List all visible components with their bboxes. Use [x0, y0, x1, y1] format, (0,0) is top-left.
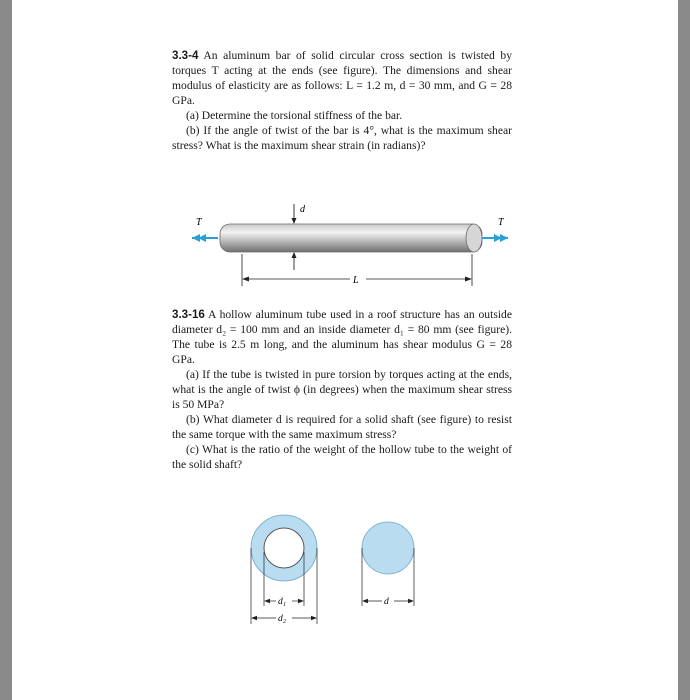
problem-3-3-16-intro — [172, 307, 512, 367]
part-b: (b) If the angle of twist of the bar is 4°, what is the maximum shear stress? What is the maximum shear strain (in radians)? — [172, 124, 512, 152]
part-a: (a) If the tube is twisted in pure torsion by torques acting at the ends, what is the angle of twist ϕ (in degrees) when the maximum shear stress is 50 MPa? — [172, 368, 512, 411]
bar-end-face — [466, 224, 482, 252]
problem-3-3-4-intro — [172, 48, 512, 108]
diameter-label: d — [300, 204, 305, 215]
inner-diameter-label: d₁ — [278, 597, 287, 607]
torque-label-left: T — [196, 217, 202, 228]
solid-shaft-section — [362, 522, 414, 574]
problem-number: 3.3-16 — [172, 308, 205, 321]
torque-label-right: T — [498, 217, 504, 228]
left-torque-arrow — [192, 234, 218, 242]
part-a: (a) Determine the torsional stiffness of the bar. — [186, 109, 403, 122]
length-label: L — [353, 275, 359, 286]
cross-section-figure — [240, 512, 440, 632]
problem-intro-text: An aluminum bar of solid circular cross section is twisted by torques T acting at the ends (see figure). The dimensions and shear modulus of elasticity are as follows: L = 1.2 m, d = 30 mm, and G = 28 GPa. — [172, 49, 512, 107]
part-c: (c) What is the ratio of the weight of the hollow tube to the weight of the solid shaft? — [172, 443, 512, 471]
part-b: (b) What diameter d is required for a solid shaft (see figure) to resist the same torque with the same maximum stress? — [172, 413, 512, 441]
right-torque-arrow — [482, 234, 508, 242]
solid-bar-figure — [172, 196, 517, 296]
problem-intro-text: A hollow aluminum tube used in a roof structure has an outside diameter d₂ = 100 mm and an inside diameter d₁ = 80 mm (see figure). The tube is 2.5 m long, and the aluminum has shear modulus G = 28 GPa. — [172, 308, 512, 366]
problem-number: 3.3-4 — [172, 49, 199, 62]
problem-3-3-16 — [172, 307, 512, 472]
outer-diameter-label: d₂ — [278, 614, 287, 624]
problem-3-3-4 — [172, 48, 512, 153]
textbook-page — [12, 0, 678, 700]
solid-bar — [220, 224, 482, 252]
solid-diameter-label: d — [384, 597, 389, 607]
hollow-tube-section — [251, 515, 317, 581]
